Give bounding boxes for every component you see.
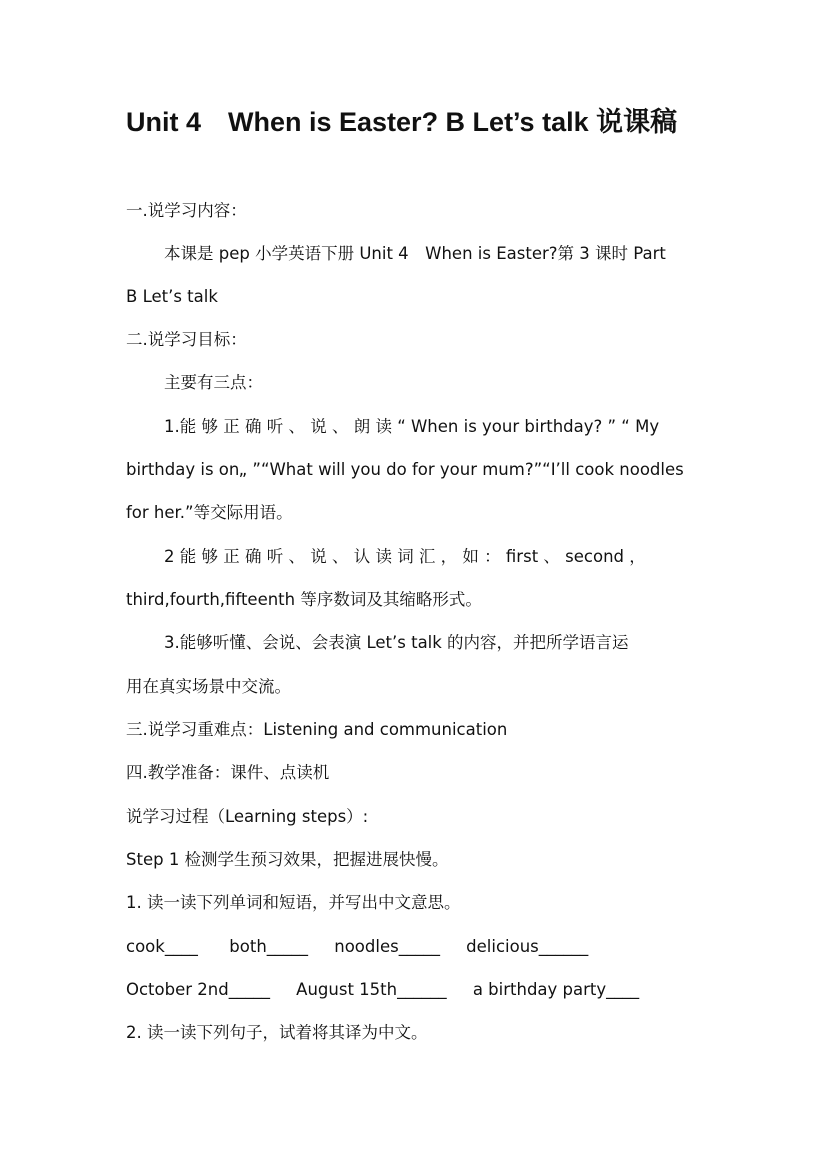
objective-1-line-1: 1.能 够 正 确 听 、 说 、 朗 读 “ When is your birthday? ” “ My [164, 417, 660, 436]
objective-3-line-2: 用在真实场景中交流。 [126, 677, 291, 696]
section-heading-objectives: 二.说学习目标： [126, 330, 247, 349]
exercise-2-instruction: 2. 读一读下列句子，试着将其译为中文。 [126, 1023, 428, 1042]
objective-2-line-2: third,fourth,fifteenth 等序数词及其缩略形式。 [126, 590, 482, 609]
exercise-1-words-row-1: cook____ both_____ noodles_____ delicious______ [126, 937, 589, 956]
paragraph-content-line-1: 本课是 pep 小学英语下册 Unit 4 When is Easter?第 3 课时 Part [164, 244, 666, 263]
exercise-1-words-row-2: October 2nd_____ August 15th______ a birthday party____ [126, 980, 640, 999]
section-heading-process: 说学习过程（Learning steps）: [126, 807, 369, 826]
section-heading-content: 一.说学习内容： [126, 201, 247, 220]
section-heading-preparation: 四.教学准备：课件、点读机 [126, 763, 330, 782]
section-heading-key-points: 三.说学习重难点：Listening and communication [126, 720, 508, 739]
exercise-1-instruction: 1. 读一读下列单词和短语，并写出中文意思。 [126, 893, 461, 912]
document-title: Unit 4 When is Easter? B Let’s talk 说课稿 [126, 107, 678, 137]
step-1-heading: Step 1 检测学生预习效果，把握进展快慢。 [126, 850, 449, 869]
objective-1-line-2: birthday is on„ ”“What will you do for your mum?”“I’ll cook noodles [126, 460, 684, 479]
objective-1-line-3: for her.”等交际用语。 [126, 503, 293, 522]
objective-2-line-1: 2 能 够 正 确 听 、 说 、 认 读 词 汇 ， 如 ： first 、 second ， [164, 547, 646, 566]
paragraph-objectives-intro: 主要有三点： [164, 373, 263, 392]
paragraph-content-line-2: B Let’s talk [126, 287, 218, 306]
objective-3-line-1: 3.能够听懂、会说、会表演 Let’s talk 的内容，并把所学语言运 [164, 633, 629, 652]
